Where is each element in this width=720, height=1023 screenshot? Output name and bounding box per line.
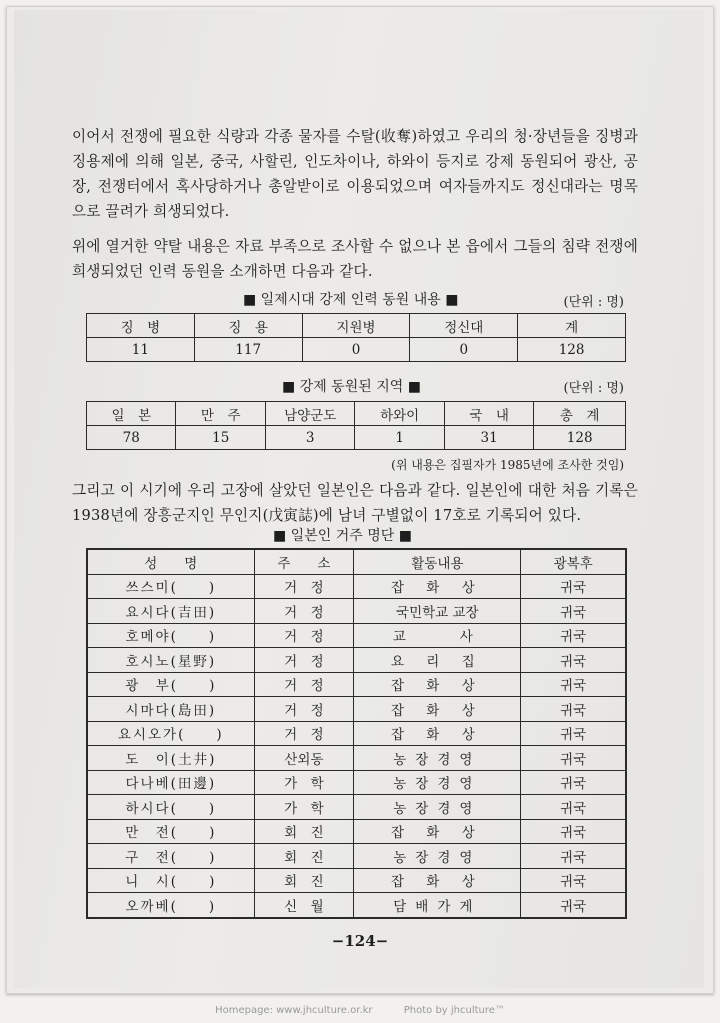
table3-caption: ■ 일본인 거주 명단 ■ — [273, 528, 412, 544]
table-row — [87, 795, 626, 820]
header-cell: 징 병 — [87, 314, 195, 338]
after-liberation-cell: 귀국 — [521, 795, 626, 820]
after-liberation-cell: 귀국 — [521, 868, 626, 893]
table-row — [87, 338, 626, 362]
after-liberation-cell: 귀국 — [521, 697, 626, 722]
activity-cell: 농장경영 — [354, 844, 521, 869]
table-row — [87, 574, 626, 599]
address-cell: 가 학 — [254, 770, 354, 795]
after-liberation-cell: 귀국 — [521, 893, 626, 918]
name-cell: 니 시( ) — [87, 868, 254, 893]
activity-cell: 농장경영 — [354, 746, 521, 771]
address-cell: 신 월 — [254, 893, 354, 918]
after-liberation-cell: 귀국 — [521, 648, 626, 673]
table-row — [87, 697, 626, 722]
header-cell: 주 소 — [254, 549, 354, 574]
table-header-row — [87, 549, 626, 574]
name-cell: 만 전( ) — [87, 819, 254, 844]
header-cell: 정신대 — [410, 314, 518, 338]
header-cell: 광복후 — [521, 549, 626, 574]
photo-credit-footer — [0, 1005, 720, 1016]
activity-cell: 담배가게 — [354, 893, 521, 918]
table-header-row — [87, 402, 626, 426]
value-cell: 78 — [87, 426, 176, 450]
activity-cell: 잡 화 상 — [354, 672, 521, 697]
header-cell: 만 주 — [176, 402, 265, 426]
value-cell: 15 — [176, 426, 265, 450]
survey-note: (위 내용은 집필자가 1985년에 조사한 것임) — [391, 458, 624, 472]
address-cell: 거 정 — [254, 599, 354, 624]
paragraph-intro-tables: 위에 열거한 약탈 내용은 자료 부족으로 조사할 수 없으나 본 읍에서 그들의 침략 전쟁에 희생되었던 인력 동원을 소개하면 다음과 같다. — [72, 238, 638, 280]
table-row — [87, 746, 626, 771]
page-number: −124− — [331, 932, 389, 950]
table2-caption: ■ 강제 동원된 지역 ■ — [282, 379, 421, 395]
japanese-residents-table — [86, 548, 627, 919]
activity-cell: 요 리 집 — [354, 648, 521, 673]
name-cell: 구 전( ) — [87, 844, 254, 869]
name-cell: 광 부( ) — [87, 672, 254, 697]
table-row — [87, 844, 626, 869]
activity-cell: 농장경영 — [354, 770, 521, 795]
address-cell: 거 정 — [254, 623, 354, 648]
value-cell: 117 — [194, 338, 302, 362]
value-cell: 0 — [302, 338, 410, 362]
address-cell: 거 정 — [254, 574, 354, 599]
header-cell: 총 계 — [534, 402, 626, 426]
table-row — [87, 672, 626, 697]
name-cell: 하시다( ) — [87, 795, 254, 820]
activity-cell: 교 사 — [354, 623, 521, 648]
activity-cell: 잡 화 상 — [354, 697, 521, 722]
value-cell: 11 — [87, 338, 195, 362]
after-liberation-cell: 귀국 — [521, 746, 626, 771]
name-cell: 도 이(土井) — [87, 746, 254, 771]
name-cell: 다나베(田邊) — [87, 770, 254, 795]
value-cell: 1 — [355, 426, 444, 450]
region-table — [86, 401, 626, 450]
header-cell: 활동내용 — [354, 549, 521, 574]
name-cell: 시마다(島田) — [87, 697, 254, 722]
table1-caption: ■ 일제시대 강제 인력 동원 내용 ■ — [243, 292, 459, 308]
table-row — [87, 599, 626, 624]
value-cell: 3 — [265, 426, 354, 450]
after-liberation-cell: 귀국 — [521, 721, 626, 746]
header-cell: 하와이 — [355, 402, 444, 426]
table-row — [87, 893, 626, 918]
table-row — [87, 819, 626, 844]
after-liberation-cell: 귀국 — [521, 770, 626, 795]
table-row — [87, 426, 626, 450]
after-liberation-cell: 귀국 — [521, 599, 626, 624]
header-cell: 남양군도 — [265, 402, 354, 426]
activity-cell: 잡 화 상 — [354, 574, 521, 599]
value-cell: 31 — [444, 426, 533, 450]
activity-cell: 잡 화 상 — [354, 819, 521, 844]
name-cell: 호메야( ) — [87, 623, 254, 648]
paragraph-japanese-residents: 그리고 이 시기에 우리 고장에 살았던 일본인은 다음과 같다. 일본인에 대한 처음 기록은 1938년에 장흥군지인 무인지(戊寅誌)에 남녀 구별없이 17호로 기록되어 있다. — [72, 482, 638, 524]
photo-credit: Photo by jhculture™ — [403, 1005, 505, 1016]
activity-cell: 농장경영 — [354, 795, 521, 820]
header-cell: 지원병 — [302, 314, 410, 338]
table-row — [87, 770, 626, 795]
name-cell: 호시노(星野) — [87, 648, 254, 673]
name-cell: 요시오가( ) — [87, 721, 254, 746]
header-cell: 계 — [518, 314, 626, 338]
after-liberation-cell: 귀국 — [521, 574, 626, 599]
address-cell: 산외동 — [254, 746, 354, 771]
value-cell: 0 — [410, 338, 518, 362]
address-cell: 회 진 — [254, 819, 354, 844]
name-cell: 요시다(吉田) — [87, 599, 254, 624]
address-cell: 회 진 — [254, 868, 354, 893]
after-liberation-cell: 귀국 — [521, 623, 626, 648]
table2-unit: (단위 : 명) — [563, 381, 624, 396]
header-cell: 성 명 — [87, 549, 254, 574]
table-row — [87, 648, 626, 673]
table-row — [87, 868, 626, 893]
header-cell: 징 용 — [194, 314, 302, 338]
homepage-credit: Homepage: www.jhculture.or.kr — [215, 1005, 373, 1016]
header-cell: 국 내 — [444, 402, 533, 426]
address-cell: 회 진 — [254, 844, 354, 869]
name-cell: 오까베( ) — [87, 893, 254, 918]
table-row — [87, 623, 626, 648]
address-cell: 거 정 — [254, 721, 354, 746]
table-header-row — [87, 314, 626, 338]
after-liberation-cell: 귀국 — [521, 819, 626, 844]
table1-unit: (단위 : 명) — [563, 295, 624, 310]
header-cell: 일 본 — [87, 402, 176, 426]
mobilization-table — [86, 313, 626, 362]
after-liberation-cell: 귀국 — [521, 844, 626, 869]
paragraph-forced-mobilization: 이어서 전쟁에 필요한 식량과 각종 물자를 수탈(收奪)하였고 우리의 청·장년들을 징병과 징용제에 의해 일본, 중국, 사할린, 인도차이나, 하와이 등지로 강제 동원되어 광산, 공장, 전쟁터에서 혹사당하거나 총알받이로 이용되었으며 여자들까지도 정신대라는 명목으로 끌려가 희생되었다. — [72, 128, 638, 220]
address-cell: 거 정 — [254, 648, 354, 673]
value-cell: 128 — [518, 338, 626, 362]
address-cell: 거 정 — [254, 672, 354, 697]
table-row — [87, 721, 626, 746]
address-cell: 거 정 — [254, 697, 354, 722]
after-liberation-cell: 귀국 — [521, 672, 626, 697]
activity-cell: 국민학교 교장 — [354, 599, 521, 624]
activity-cell: 잡 화 상 — [354, 868, 521, 893]
name-cell: 쓰스미( ) — [87, 574, 254, 599]
address-cell: 가 학 — [254, 795, 354, 820]
value-cell: 128 — [534, 426, 626, 450]
activity-cell: 잡 화 상 — [354, 721, 521, 746]
